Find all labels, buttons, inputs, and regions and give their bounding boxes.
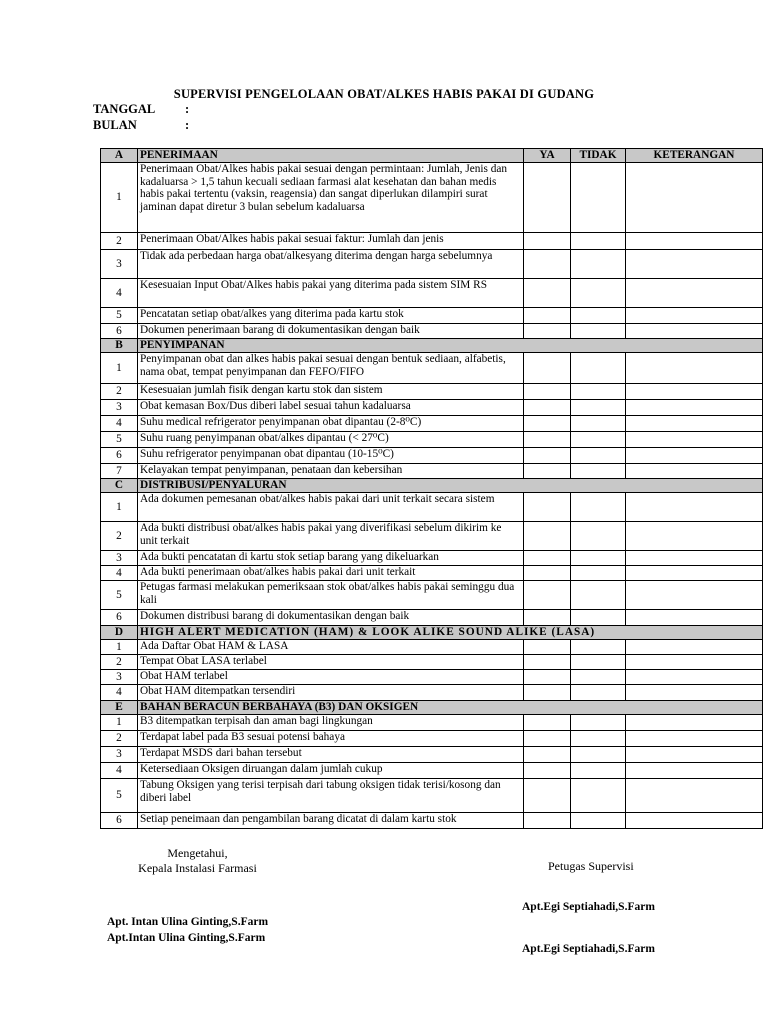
cell-keterangan[interactable] xyxy=(626,640,763,655)
item-number: 1 xyxy=(101,353,138,384)
cell-keterangan[interactable] xyxy=(626,464,763,479)
item-criteria: Setiap peneimaan dan pengambilan barang dicatat di dalam kartu stok xyxy=(138,813,524,829)
section-header-row xyxy=(101,149,763,163)
table-row xyxy=(101,493,763,522)
item-criteria: Penyimpanan obat dan alkes habis pakai sesuai dengan bentuk sediaan, alfabetis, nama obat, tempat penyimpanan dan FEFO/FIFO xyxy=(138,353,524,384)
cell-tidak[interactable] xyxy=(571,384,626,400)
item-number: 6 xyxy=(101,324,138,339)
column-header-ya: YA xyxy=(524,149,571,163)
table-row xyxy=(101,279,763,308)
item-number: 2 xyxy=(101,233,138,250)
item-number: 5 xyxy=(101,432,138,448)
date-label: TANGGAL xyxy=(93,102,156,116)
section-letter: E xyxy=(101,701,138,715)
cell-keterangan[interactable] xyxy=(626,566,763,581)
item-number: 3 xyxy=(101,400,138,416)
table-row xyxy=(101,353,763,384)
cell-keterangan[interactable] xyxy=(626,400,763,416)
cell-keterangan[interactable] xyxy=(626,416,763,432)
cell-keterangan[interactable] xyxy=(626,670,763,685)
officer-signature-name: Apt.Egi Septiahadi,S.Farm xyxy=(522,901,655,913)
item-criteria: Kelayakan tempat penyimpanan, penataan dan kebersihan xyxy=(138,464,524,479)
cell-ya[interactable] xyxy=(524,747,571,763)
cell-keterangan[interactable] xyxy=(626,448,763,464)
section-letter: A xyxy=(101,149,138,163)
table-row xyxy=(101,163,763,233)
cell-ya[interactable] xyxy=(524,522,571,551)
table-row xyxy=(101,384,763,400)
item-number: 6 xyxy=(101,813,138,829)
date-colon: : xyxy=(185,102,190,116)
item-number: 5 xyxy=(101,779,138,813)
cell-tidak[interactable] xyxy=(571,464,626,479)
cell-tidak[interactable] xyxy=(571,670,626,685)
table-row xyxy=(101,324,763,339)
item-criteria: Tabung Oksigen yang terisi terpisah dari tabung oksigen tidak terisi/kosong dan diberi label xyxy=(138,779,524,813)
cell-tidak[interactable] xyxy=(571,163,626,233)
table-row xyxy=(101,432,763,448)
cell-keterangan[interactable] xyxy=(626,522,763,551)
item-number: 2 xyxy=(101,731,138,747)
cell-keterangan[interactable] xyxy=(626,685,763,701)
cell-tidak[interactable] xyxy=(571,400,626,416)
section-title: DISTRIBUSI/PENYALURAN xyxy=(138,479,763,493)
item-criteria: Kesesuaian jumlah fisik dengan kartu stok dan sistem xyxy=(138,384,524,400)
section-header-row xyxy=(101,479,763,493)
item-criteria: Obat kemasan Box/Dus diberi label sesuai tahun kadaluarsa xyxy=(138,400,524,416)
head-title: Kepala Instalasi Farmasi xyxy=(138,861,257,875)
cell-tidak[interactable] xyxy=(571,250,626,279)
item-criteria: Penerimaan Obat/Alkes habis pakai sesuai faktur: Jumlah dan jenis xyxy=(138,233,524,250)
item-criteria: Penerimaan Obat/Alkes habis pakai sesuai dengan permintaan: Jumlah, Jenis dan kadaluarsa > 1,5 tahun kecuali sediaan farmasi alat kesehatan dan bahan medis habis pakai tertentu (vaksin, reagensia) dan sangat diperlukan dilampiri surat jaminan dapat diretur 3 bulan sebelum kadaluarsa xyxy=(138,163,524,233)
item-criteria: Tempat Obat LASA terlabel xyxy=(138,655,524,670)
item-criteria: Suhu ruang penyimpanan obat/alkes dipantau (< 27⁰C) xyxy=(138,432,524,448)
cell-keterangan[interactable] xyxy=(626,279,763,308)
cell-tidak[interactable] xyxy=(571,493,626,522)
table-row xyxy=(101,566,763,581)
table-row xyxy=(101,448,763,464)
cell-ya[interactable] xyxy=(524,448,571,464)
section-header-row xyxy=(101,701,763,715)
section-header-row xyxy=(101,339,763,353)
item-number: 4 xyxy=(101,279,138,308)
item-number: 4 xyxy=(101,416,138,432)
item-number: 3 xyxy=(101,670,138,685)
item-number: 6 xyxy=(101,610,138,626)
cell-ya[interactable] xyxy=(524,279,571,308)
cell-tidak[interactable] xyxy=(571,233,626,250)
item-number: 4 xyxy=(101,566,138,581)
date-field xyxy=(93,102,189,117)
table-row xyxy=(101,747,763,763)
table-row xyxy=(101,581,763,610)
section-title: PENYIMPANAN xyxy=(138,339,763,353)
cell-tidak[interactable] xyxy=(571,353,626,384)
item-number: 3 xyxy=(101,551,138,566)
cell-ya[interactable] xyxy=(524,250,571,279)
item-criteria: Tidak ada perbedaan harga obat/alkesyang diterima dengan harga sebelumnya xyxy=(138,250,524,279)
item-number: 4 xyxy=(101,763,138,779)
item-criteria: Terdapat MSDS dari bahan tersebut xyxy=(138,747,524,763)
item-criteria: Terdapat label pada B3 sesuai potensi bahaya xyxy=(138,731,524,747)
cell-ya[interactable] xyxy=(524,308,571,324)
table-row xyxy=(101,250,763,279)
cell-tidak[interactable] xyxy=(571,610,626,626)
cell-tidak[interactable] xyxy=(571,448,626,464)
cell-keterangan[interactable] xyxy=(626,747,763,763)
item-criteria: Suhu medical refrigerator penyimpanan obat dipantau (2-8⁰C) xyxy=(138,416,524,432)
cell-keterangan[interactable] xyxy=(626,551,763,566)
cell-ya[interactable] xyxy=(524,670,571,685)
checklist-table xyxy=(100,148,763,829)
cell-ya[interactable] xyxy=(524,685,571,701)
item-criteria: Petugas farmasi melakukan pemeriksaan stok obat/alkes habis pakai seminggu dua kali xyxy=(138,581,524,610)
table-row xyxy=(101,813,763,829)
page-title: SUPERVISI PENGELOLAAN OBAT/ALKES HABIS PAKAI DI GUDANG xyxy=(173,87,595,101)
column-header-keterangan: KETERANGAN xyxy=(626,149,763,163)
cell-ya[interactable] xyxy=(524,324,571,339)
item-number: 4 xyxy=(101,685,138,701)
cell-keterangan[interactable] xyxy=(626,163,763,233)
table-row xyxy=(101,551,763,566)
cell-ya[interactable] xyxy=(524,233,571,250)
cell-keterangan[interactable] xyxy=(626,384,763,400)
item-criteria: Ada bukti distribusi obat/alkes habis pakai yang diverifikasi sebelum dikirim ke unit terkait xyxy=(138,522,524,551)
cell-keterangan[interactable] xyxy=(626,432,763,448)
officer-signature-name-duplicate: Apt.Egi Septiahadi,S.Farm xyxy=(522,943,655,955)
item-number: 2 xyxy=(101,522,138,551)
item-number: 5 xyxy=(101,308,138,324)
section-letter: B xyxy=(101,339,138,353)
table-row xyxy=(101,763,763,779)
cell-tidak[interactable] xyxy=(571,715,626,731)
section-title: BAHAN BERACUN BERBAHAYA (B3) DAN OKSIGEN xyxy=(138,701,763,715)
section-title: PENERIMAAN xyxy=(138,149,524,163)
cell-ya[interactable] xyxy=(524,640,571,655)
item-criteria: Ada bukti pencatatan di kartu stok setiap barang yang dikeluarkan xyxy=(138,551,524,566)
item-criteria: Suhu refrigerator penyimpanan obat dipantau (10-15⁰C) xyxy=(138,448,524,464)
section-letter: C xyxy=(101,479,138,493)
cell-ya[interactable] xyxy=(524,715,571,731)
acknowledged-label: Mengetahui, xyxy=(167,846,228,860)
cell-tidak[interactable] xyxy=(571,308,626,324)
item-number: 2 xyxy=(101,384,138,400)
cell-tidak[interactable] xyxy=(571,655,626,670)
cell-tidak[interactable] xyxy=(571,813,626,829)
cell-ya[interactable] xyxy=(524,566,571,581)
cell-tidak[interactable] xyxy=(571,779,626,813)
item-number: 6 xyxy=(101,448,138,464)
item-number: 1 xyxy=(101,715,138,731)
cell-ya[interactable] xyxy=(524,416,571,432)
table-row xyxy=(101,233,763,250)
cell-keterangan[interactable] xyxy=(626,324,763,339)
cell-tidak[interactable] xyxy=(571,566,626,581)
table-row xyxy=(101,655,763,670)
cell-keterangan[interactable] xyxy=(626,233,763,250)
table-row xyxy=(101,464,763,479)
cell-tidak[interactable] xyxy=(571,324,626,339)
table-row xyxy=(101,522,763,551)
table-row xyxy=(101,400,763,416)
cell-tidak[interactable] xyxy=(571,279,626,308)
cell-keterangan[interactable] xyxy=(626,813,763,829)
table-row xyxy=(101,779,763,813)
cell-ya[interactable] xyxy=(524,610,571,626)
column-header-tidak: TIDAK xyxy=(571,149,626,163)
cell-keterangan[interactable] xyxy=(626,655,763,670)
item-number: 1 xyxy=(101,493,138,522)
cell-tidak[interactable] xyxy=(571,522,626,551)
cell-ya[interactable] xyxy=(524,400,571,416)
table-row xyxy=(101,685,763,701)
item-criteria: Obat HAM terlabel xyxy=(138,670,524,685)
cell-tidak[interactable] xyxy=(571,416,626,432)
item-criteria: Ketersediaan Oksigen diruangan dalam jumlah cukup xyxy=(138,763,524,779)
table-row xyxy=(101,610,763,626)
head-signature-name: Apt. Intan Ulina Ginting,S.Farm xyxy=(107,916,269,928)
section-header-row xyxy=(101,626,763,640)
cell-keterangan[interactable] xyxy=(626,308,763,324)
cell-tidak[interactable] xyxy=(571,685,626,701)
table-row xyxy=(101,670,763,685)
item-criteria: Obat HAM ditempatkan tersendiri xyxy=(138,685,524,701)
month-colon: : xyxy=(185,118,190,132)
item-criteria: Pencatatan setiap obat/alkes yang diterima pada kartu stok xyxy=(138,308,524,324)
cell-tidak[interactable] xyxy=(571,640,626,655)
head-signature-name-duplicate: Apt.Intan Ulina Ginting,S.Farm xyxy=(107,932,266,944)
cell-keterangan[interactable] xyxy=(626,715,763,731)
item-number: 3 xyxy=(101,250,138,279)
item-criteria: Ada dokumen pemesanan obat/alkes habis pakai dari unit terkait secara sistem xyxy=(138,493,524,522)
cell-tidak[interactable] xyxy=(571,731,626,747)
item-number: 3 xyxy=(101,747,138,763)
cell-ya[interactable] xyxy=(524,813,571,829)
cell-ya[interactable] xyxy=(524,763,571,779)
cell-keterangan[interactable] xyxy=(626,779,763,813)
section-title: HIGH ALERT MEDICATION (HAM) & LOOK ALIKE SOUND ALIKE (LASA) xyxy=(138,626,763,640)
item-criteria: Ada Daftar Obat HAM & LASA xyxy=(138,640,524,655)
table-row xyxy=(101,731,763,747)
table-row xyxy=(101,416,763,432)
cell-ya[interactable] xyxy=(524,353,571,384)
cell-keterangan[interactable] xyxy=(626,731,763,747)
cell-ya[interactable] xyxy=(524,655,571,670)
item-criteria: B3 ditempatkan terpisah dan aman bagi lingkungan xyxy=(138,715,524,731)
month-field xyxy=(93,118,189,133)
cell-ya[interactable] xyxy=(524,432,571,448)
cell-ya[interactable] xyxy=(524,493,571,522)
cell-keterangan[interactable] xyxy=(626,581,763,610)
cell-ya[interactable] xyxy=(524,581,571,610)
cell-ya[interactable] xyxy=(524,464,571,479)
table-row xyxy=(101,715,763,731)
cell-tidak[interactable] xyxy=(571,747,626,763)
cell-keterangan[interactable] xyxy=(626,250,763,279)
item-criteria: Dokumen distribusi barang di dokumentasikan dengan baik xyxy=(138,610,524,626)
cell-tidak[interactable] xyxy=(571,581,626,610)
item-criteria: Ada bukti penerimaan obat/alkes habis pakai dari unit terkait xyxy=(138,566,524,581)
cell-tidak[interactable] xyxy=(571,432,626,448)
cell-ya[interactable] xyxy=(524,551,571,566)
item-number: 1 xyxy=(101,640,138,655)
cell-ya[interactable] xyxy=(524,731,571,747)
cell-tidak[interactable] xyxy=(571,763,626,779)
cell-keterangan[interactable] xyxy=(626,353,763,384)
officer-title: Petugas Supervisi xyxy=(548,859,634,873)
item-criteria: Kesesuaian Input Obat/Alkes habis pakai yang diterima pada sistem SIM RS xyxy=(138,279,524,308)
cell-tidak[interactable] xyxy=(571,551,626,566)
table-row xyxy=(101,640,763,655)
table-row xyxy=(101,308,763,324)
item-number: 5 xyxy=(101,581,138,610)
month-label: BULAN xyxy=(93,118,137,132)
item-number: 1 xyxy=(101,163,138,233)
item-number: 2 xyxy=(101,655,138,670)
cell-ya[interactable] xyxy=(524,163,571,233)
section-letter: D xyxy=(101,626,138,640)
cell-keterangan[interactable] xyxy=(626,610,763,626)
cell-ya[interactable] xyxy=(524,779,571,813)
item-number: 7 xyxy=(101,464,138,479)
cell-keterangan[interactable] xyxy=(626,763,763,779)
cell-ya[interactable] xyxy=(524,384,571,400)
cell-keterangan[interactable] xyxy=(626,493,763,522)
item-criteria: Dokumen penerimaan barang di dokumentasikan dengan baik xyxy=(138,324,524,339)
